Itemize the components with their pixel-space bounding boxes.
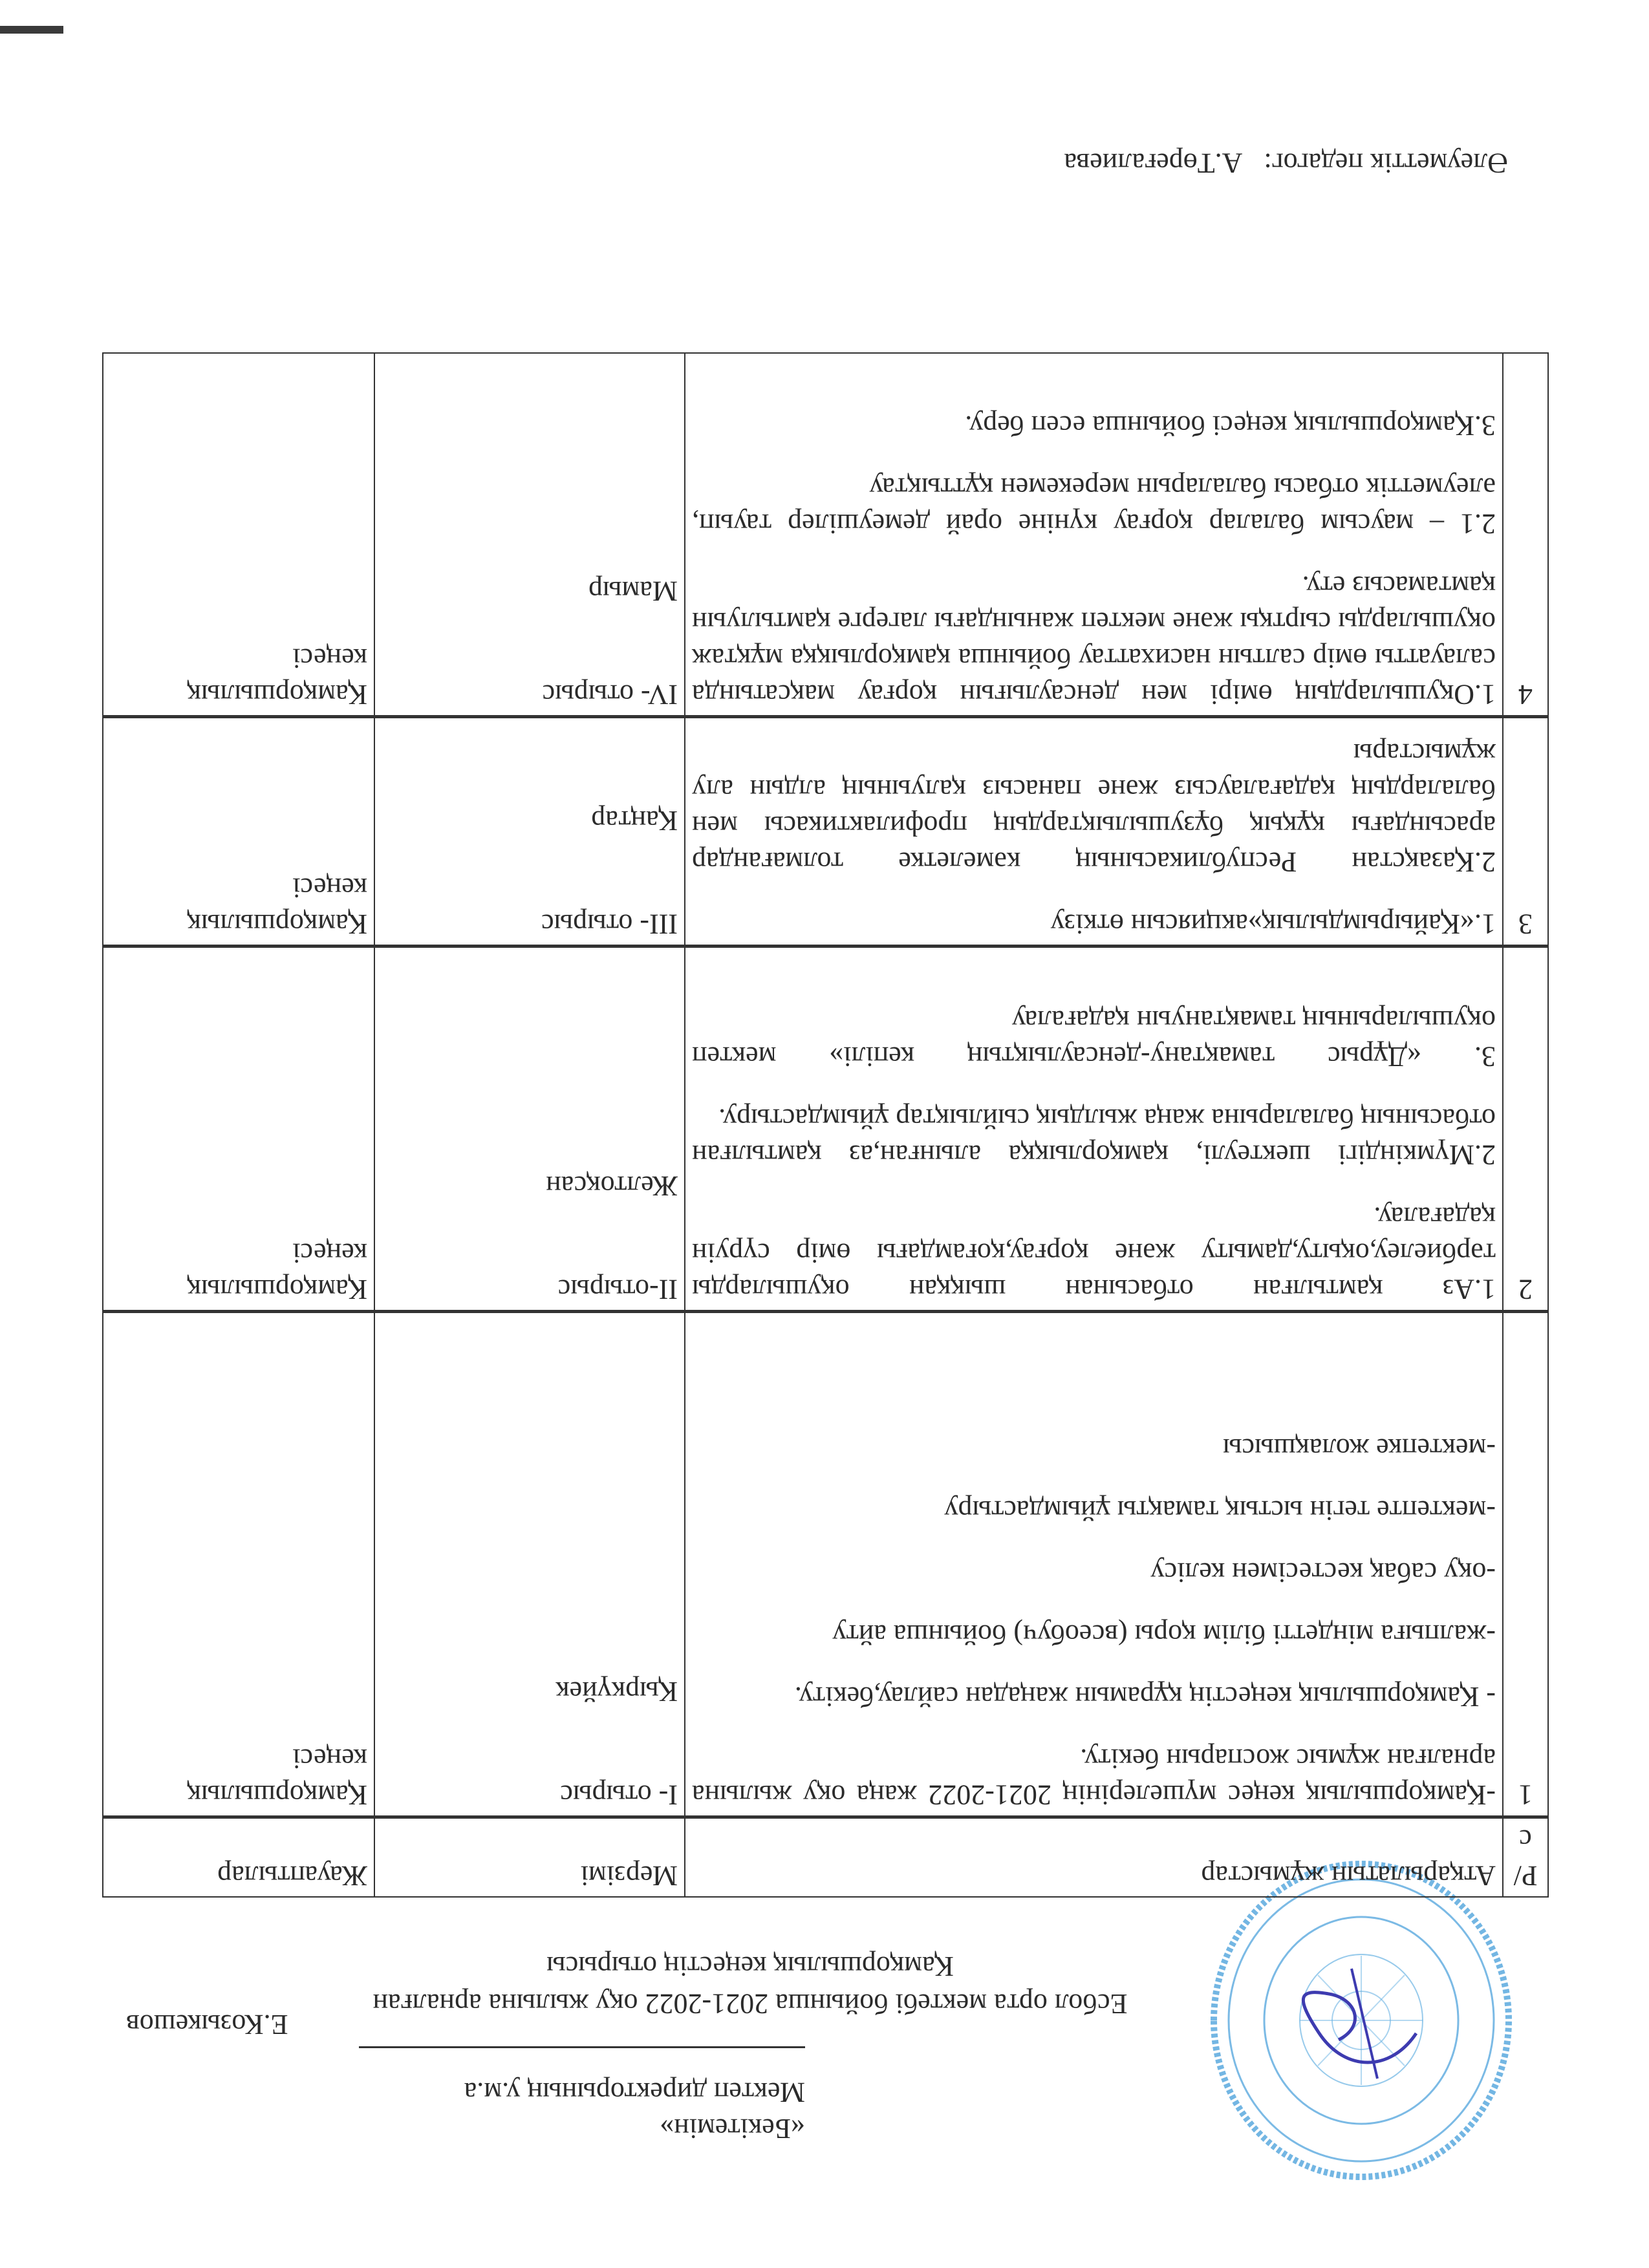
signature-line	[359, 2046, 805, 2052]
row-responsible: Қамқоршылық кеңесі	[103, 353, 374, 717]
footer-role: Әлеуметтік педагог:	[1264, 147, 1508, 179]
term-month: Қаңтар	[591, 805, 678, 837]
meeting-plan-table	[102, 352, 1549, 1898]
footer-signature	[1064, 145, 1508, 181]
row-number: 1	[1503, 1312, 1548, 1817]
row-responsible: Қамқоршылық кеңесі	[103, 947, 374, 1312]
row-responsible: Қамқоршылық кеңесі	[103, 1312, 374, 1817]
task-item: 2.Қазақстан Республикасының кәмелетке толмағандар арасындағы құқық бұзушылықтардың профилактикасы мен балалардың қадағалаусыз және панасыз қалуының алдын алу жұмыстары	[692, 738, 1496, 878]
task-item: -жалпыға міндетті білім қоры (всеобуч) бойынша айту	[832, 1619, 1496, 1651]
row-term	[374, 1312, 685, 1817]
row-number: 2	[1503, 947, 1548, 1312]
row-term	[374, 353, 685, 717]
title-line-2: Қамқоршылық кеңестің отырысы	[546, 1951, 954, 1982]
task-item: -мектепке жолақшысы	[1222, 1433, 1496, 1464]
header-term: Мерзімі	[374, 1817, 685, 1898]
approval-block	[126, 2006, 805, 2146]
document-title	[233, 1947, 1267, 2022]
row-responsible: Қамқоршылық кеңесі	[103, 717, 374, 947]
term-session: IV- отырыс	[542, 679, 678, 711]
header-tasks: Атқарылатын жұмыстар	[685, 1817, 1503, 1898]
task-item: -мектепте тегін ыстық тамақты ұйымдастыру	[944, 1495, 1496, 1526]
term-session: II-отырыс	[557, 1274, 678, 1305]
term-session: I- отырыс	[560, 1779, 678, 1811]
term-month: Қыркүйек	[555, 1676, 678, 1707]
term-session: III- отырыс	[541, 908, 678, 940]
row-tasks	[685, 353, 1503, 717]
table-row	[103, 353, 1548, 717]
table-row	[103, 1312, 1548, 1817]
approval-position: Мектеп директорының у.м.а	[464, 2077, 805, 2108]
task-item: -Қамқоршылық кеңес мүшелерінің 2021-2022 жаңа оқу жылына арналған жұмыс жоспарын бекіту.	[692, 1743, 1496, 1811]
table-header-row	[103, 1817, 1548, 1898]
scan-edge-mark	[0, 26, 63, 34]
header-responsible: Жауаптылар	[103, 1817, 374, 1898]
task-item: - Қамқоршылық кеңестің құрамын жаңадан сайлау,бекіту.	[794, 1681, 1496, 1713]
approval-label: «Бекітемін»	[660, 2113, 805, 2145]
task-item: 1.Аз қамтылған отбасынан шыққан оқушыларды тәрбиелеу,оқыту,дамыту және қорғау,қоғамдағы өмір сүруін қадағалау.	[692, 1201, 1496, 1305]
term-month: Мамыр	[588, 575, 678, 607]
row-tasks	[685, 717, 1503, 947]
task-item: 3. «Дұрыс тамақтану-денсаулықтың кепілі» мектеп оқушыларының тамақтануын қадағалау	[692, 1005, 1496, 1073]
task-item: -оқу сабақ кестесімен келісу	[1150, 1557, 1496, 1589]
title-line-1: Есбол орта мектебі бойынша 2021-2022 оқу жылына арналған	[372, 1988, 1128, 2020]
table-row	[103, 717, 1548, 947]
task-item: 3.Қамқоршылық кеңесі бойынша есеп беру.	[965, 410, 1496, 442]
row-term	[374, 947, 685, 1312]
task-item: 2.1 – маусым балалар қорғау күніне орай демеушілер тауып, әлеуметтік отбасы балаларын мерекемен құттықтау	[692, 472, 1496, 540]
term-month: Желтоқсан	[546, 1170, 678, 1202]
table-row	[103, 947, 1548, 1312]
header-number: Р/с	[1503, 1817, 1548, 1898]
row-number: 3	[1503, 717, 1548, 947]
footer-name: А.Төреғалиева	[1064, 147, 1243, 179]
task-item: 2.Мүмкіндігі шектеулі, қамқорлыққа алынған,аз қамтылған отбасының балаларына жаңа жылдық сыйлықтар ұйымдастыру.	[692, 1103, 1496, 1171]
task-item: 1.Оқушылардың өмірі мен денсаулығын қорғау мақсатында салауатты өмір салтын насихаттау бойынша қамқорлыққа мұқтаж оқушыларды сыртқы және мектеп жанындағы лагерге қамтылуын қамтамасыз ету.	[692, 570, 1496, 711]
task-item: 1.«Қайырымдылық»акциясын өткізу	[1050, 908, 1496, 940]
row-term	[374, 717, 685, 947]
row-number: 4	[1503, 353, 1548, 717]
approver-name: Е.Козыкешов	[126, 2009, 288, 2040]
row-tasks	[685, 947, 1503, 1312]
row-tasks	[685, 1312, 1503, 1817]
